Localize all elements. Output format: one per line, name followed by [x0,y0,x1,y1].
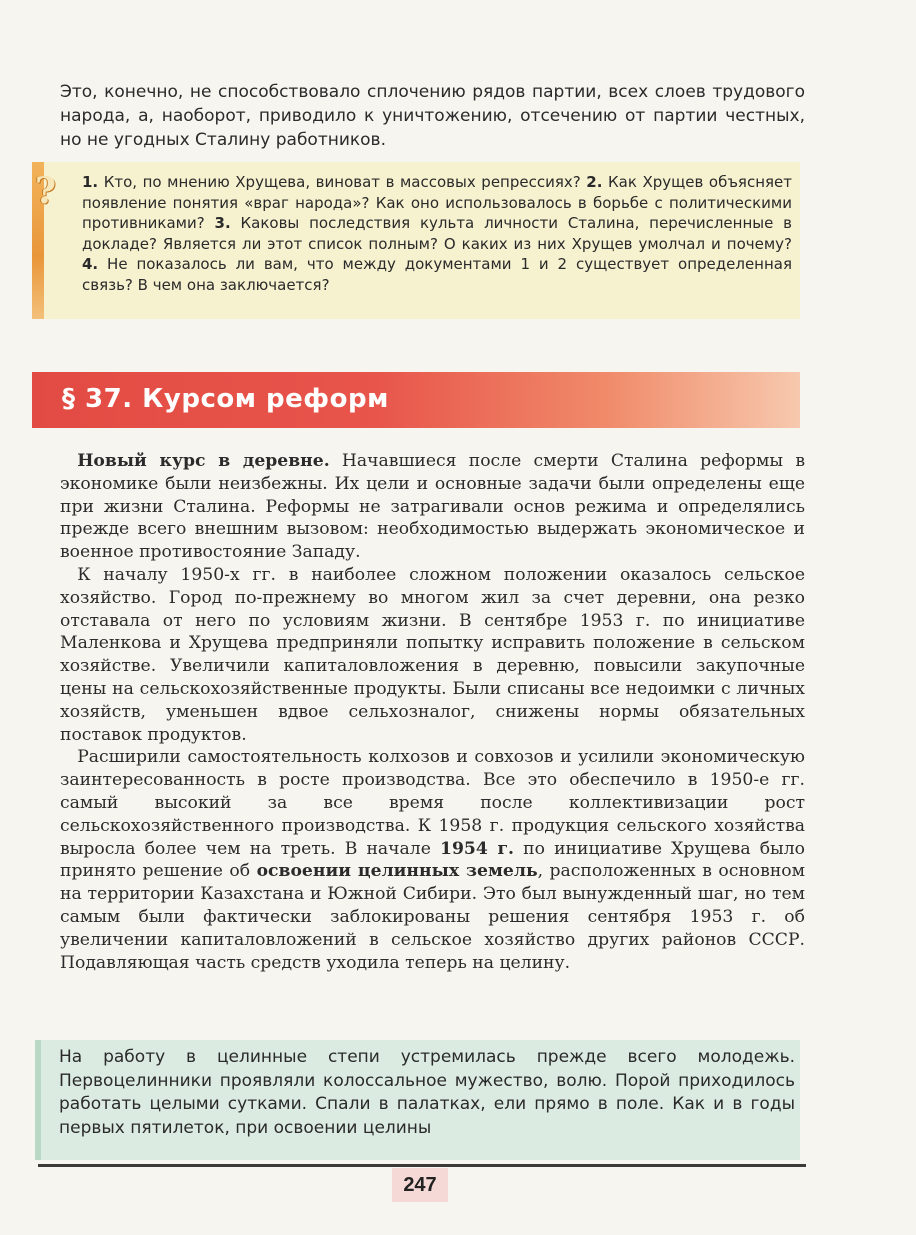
question-3-number: 3. [214,214,231,232]
paragraph-2-text: К началу 1950-х гг. в наиболее сложном положении оказалось сельское хозяйство. Город по-прежнему во многом жил за счет деревни, она резко отставала от него по условиям жизни. В сентябре 1953 г. по инициативе Маленкова и Хрущева предприняли попытку исправить положение в сельском хозяйстве. Увеличили капиталовложения в деревню, повысили закупочные цены на сельскохозяйственные продукты. Были списаны все недоимки с личных хозяйств, уменьшен вдвое сельхозналог, снижены нормы обязательных поставок продуктов. [60,564,805,745]
paragraph-3-bold-date: 1954 г. [440,838,515,859]
paragraph-1-text: Начавшиеся после смерти Сталина реформы в экономике были неизбежны. Их цели и основные задачи были определены еще при жизни Сталина. Реформы не затрагивали основ режима и определялись прежде всего внешним вызовом: необходимостью выдержать экономическое и военное противостояние Западу. [60,451,805,563]
paragraph-3-text-a: Расширили самостоятельность колхозов и совхозов и усилили экономическую заинтересованность в росте производства. Все это обеспечило в 1950-е гг. самый высокий за все время после коллективизации рост сельскохозяйственного производства. К 1958 г. продукция сельского хозяйства выросла более чем на треть. В начале [60,747,805,859]
paragraph-3-bold-term: освоении целинных земель [256,861,538,882]
paragraph-3-text-c: , расположенных в основном на территории Казахстана и Южной Сибири. Это был вынужденный шаг, но тем самым были фактически заблокированы решения сентября 1953 г. об увеличении капиталовложений в сельское хозяйство других районов СССР. Подавляющая часть средств уходила теперь на целину. [60,861,805,973]
paragraph-1 [60,450,805,564]
paragraph-3 [60,746,805,974]
inset-accent-bar [35,1040,41,1160]
inset-box [35,1040,800,1160]
questions-text [82,172,792,295]
questions-box [32,162,800,319]
question-4: Не показалось ли вам, что между документами 1 и 2 существует определенная связь? В чем она заключается? [82,255,792,294]
inset-text: На работу в целинные степи устремилась прежде всего молодежь. Первоцелинники проявляли колоссальное мужество, волю. Порой приходилось работать целыми сутками. Спали в палатках, ели прямо в поле. Как и в годы первых пятилеток, при освоении целины [59,1047,795,1138]
question-1-number: 1. [82,173,99,191]
main-text [60,450,805,974]
question-4-number: 4. [82,255,99,273]
footer-rule [38,1164,806,1167]
section-title: § 37. Курсом реформ [62,384,389,414]
paragraph-2 [60,564,805,746]
question-mark-icon: ? [35,170,57,212]
intro-paragraph: Это, конечно, не способствовало сплочению рядов партии, всех слоев трудового народа, а, наоборот, приводило к уничтожению, отсечению от партии честных, но не угодных Сталину работников. [60,82,805,150]
paragraph-1-lead: Новый курс в деревне. [77,451,330,471]
question-2: Как Хрущев объясняет появление понятия «враг народа»? Как оно использовалось в борьбе с политическими противниками? [82,173,792,232]
question-1: Кто, по мнению Хрущева, виноват в массовых репрессиях? [98,173,587,191]
section-heading [32,372,800,428]
question-3: Каковы последствия культа личности Сталина, перечисленные в докладе? Является ли этот список полным? О каких из них Хрущев умолчал и почему? [82,214,793,253]
question-2-number: 2. [586,173,603,191]
page-number: 247 [392,1168,448,1202]
paragraph-3-text-b: по инициативе Хрущева было принято решение об [60,838,806,882]
